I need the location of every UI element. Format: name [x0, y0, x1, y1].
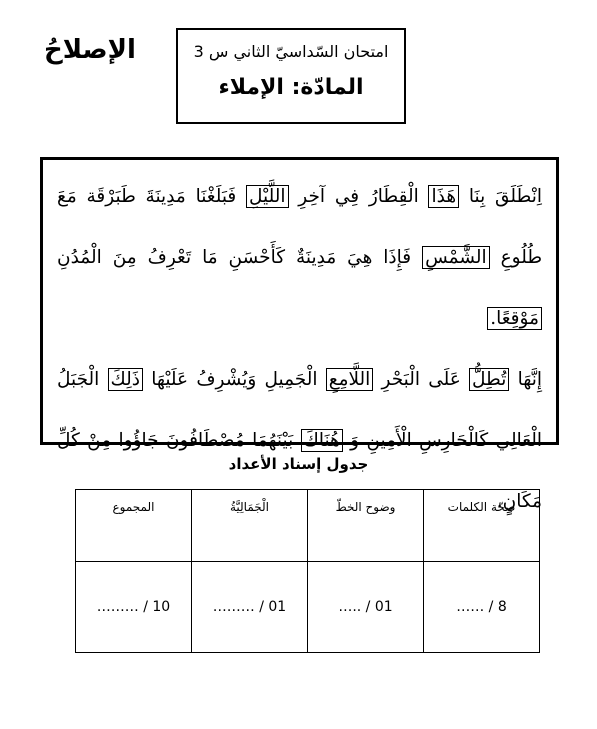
word: آخِرِ [298, 186, 326, 207]
word: فَبَلَغْنَا [195, 186, 237, 207]
grading-score-cell: ……… / 01 [192, 562, 308, 653]
grading-header-cell: المجموع [76, 490, 192, 562]
word: اِنْطَلَقَ [494, 186, 542, 207]
word: كَالْحَارِسِ [419, 430, 489, 451]
word: مُصْطَافُونَ [165, 430, 245, 451]
word: عَلَى [428, 369, 461, 390]
boxed-word: اللَّامِعِ [326, 368, 374, 391]
word: فَإِذَا [383, 247, 412, 268]
word: مِنَ [112, 247, 137, 268]
word: الْعَالِي [495, 430, 542, 451]
grading-score-cell: ……… / 10 [76, 562, 192, 653]
word: عَلَيْهَا [151, 369, 189, 390]
word: هِيَ [347, 247, 373, 268]
word: مَدِينَةٌ [295, 247, 337, 268]
word: وَ [350, 430, 360, 451]
word: الْأَمِينِ [366, 430, 412, 451]
word: الْقِطَارُ [368, 186, 419, 207]
word: طُلُوعِ [500, 247, 543, 268]
boxed-word: هَذَا [428, 185, 459, 208]
word: كَأَحْسَنِ [228, 247, 286, 268]
word: تَعْرِفُ [147, 247, 192, 268]
grading-header-cell: الْجَمَالِيَّةُ [192, 490, 308, 562]
word: مَعَ [57, 186, 77, 207]
grading-score-cell: ….. / 01 [308, 562, 424, 653]
word: مِنْ [87, 430, 112, 451]
boxed-word: ذَلِكَ [108, 368, 143, 391]
word: مَدِينَةَ [145, 186, 186, 207]
boxed-word: تُطِلُّ [469, 368, 509, 391]
word: بِنَا [468, 186, 486, 207]
boxed-word: اللَّيْلِ [246, 185, 289, 208]
word: الْبَحْرِ [381, 369, 421, 390]
dictation-paragraph-1 [57, 166, 542, 349]
exam-title: امتحان السّداسيّ الثاني س 3 [193, 42, 389, 61]
grading-header-cell: صحّة الكلمات [424, 490, 540, 562]
word: جَاؤُوا [118, 430, 159, 451]
exam-header-box [176, 28, 406, 124]
word: وَيُشْرِفُ [196, 369, 257, 390]
grading-score-cell: …… / 8 [424, 562, 540, 653]
word: الْجَمِيلِ [264, 369, 318, 390]
correction-title: الإصلاحُ [44, 35, 136, 65]
word: مَا [202, 247, 218, 268]
word: مَكَانٍ. [496, 491, 542, 512]
grading-table-title: جدول إسناد الأعداد [228, 455, 369, 473]
boxed-word: مَوْقِعًا. [487, 307, 542, 330]
grading-header-row [76, 490, 540, 562]
word: فِي [334, 186, 360, 207]
grading-table [75, 489, 540, 653]
word: الْجَبَلُ [57, 369, 100, 390]
word: إِنَّهَا [517, 369, 543, 390]
subject-title: المادّة: الإملاء [218, 75, 364, 100]
grading-score-row [76, 562, 540, 653]
word: كُلِّ [57, 430, 80, 451]
grading-header-cell: وضوح الخطّ [308, 490, 424, 562]
boxed-word: هُنَاكَ [301, 429, 343, 452]
boxed-word: الشَّمْسِ [422, 246, 490, 269]
word: طَبَرْقَة [86, 186, 136, 207]
word: الْمُدُنِ [57, 247, 102, 268]
word: بَيْنَهُمَا [252, 430, 294, 451]
